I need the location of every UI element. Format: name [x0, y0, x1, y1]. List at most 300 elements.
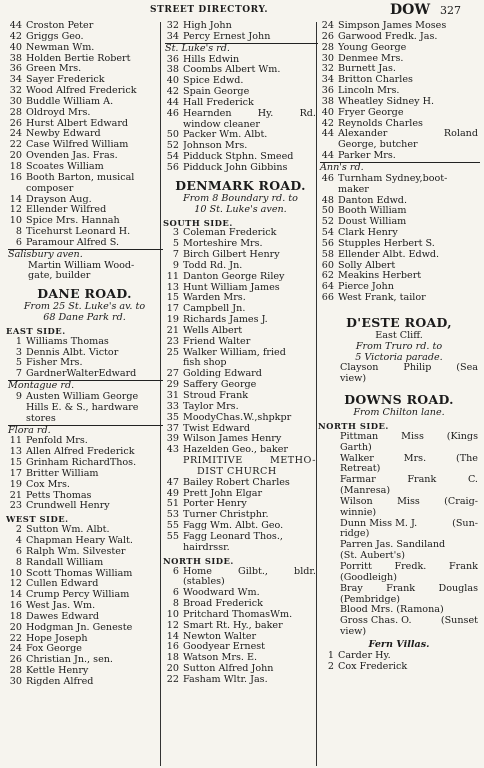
- street-extent: 5 Victoria parade.: [355, 351, 443, 363]
- directory-entry: [6, 601, 163, 612]
- resident-name: Burnett Jas.: [338, 64, 396, 75]
- resident-name: Hills Edwin: [183, 54, 240, 65]
- house-number: 40: [9, 41, 22, 53]
- street-extent: From 8 Boundary rd. to: [183, 192, 298, 204]
- resident-name: Ralph Wm. Silvester: [26, 546, 126, 557]
- resident-name: Kettle Henry: [26, 666, 89, 677]
- house-number: 1: [327, 649, 334, 661]
- resident-name: Ellender Albt. Edwd.: [338, 249, 440, 260]
- name-part: (Sunset: [440, 615, 478, 627]
- directory-entry: [318, 271, 480, 282]
- entry-continuation: (Goodleigh): [340, 571, 397, 583]
- house-number: 19: [9, 478, 22, 490]
- house-number: 36: [9, 63, 22, 75]
- name-part: (Sun-: [452, 517, 478, 529]
- house-number: 62: [321, 270, 334, 282]
- resident-name: Simpson James Moses: [338, 21, 447, 31]
- resident-name: Booth Barton, musical: [26, 172, 135, 183]
- resident-name: Spice Edwd.: [183, 76, 244, 87]
- resident-name: Pierce John: [338, 282, 394, 293]
- house-number: 38: [321, 95, 334, 107]
- resident-name: Fasham Wltr. Jas.: [183, 674, 268, 685]
- resident-name: Oldroyd Mrs.: [26, 107, 91, 118]
- directory-entry: [6, 238, 163, 249]
- directory-entry: [6, 108, 163, 119]
- resident-name: Cullen Edward: [26, 579, 99, 590]
- resident-name: Taylor Mrs.: [183, 401, 239, 412]
- house-number: 21: [9, 489, 22, 501]
- directory-entry: [6, 458, 163, 469]
- directory-entry: [6, 369, 163, 380]
- name-part: bldr.: [294, 566, 316, 577]
- column-3: [318, 21, 480, 672]
- directory-entry: [318, 196, 480, 207]
- resident-name: Campbell Jn.: [183, 304, 246, 315]
- house-number: 52: [166, 140, 179, 152]
- house-number: 25: [166, 346, 179, 358]
- resident-name: Smart Rt. Hy., baker: [183, 620, 283, 631]
- house-number: 11: [9, 435, 22, 447]
- name-part: (Craig-: [444, 495, 478, 507]
- directory-entry: [163, 326, 318, 337]
- name-part: Mrs.: [403, 452, 427, 464]
- house-number: 44: [321, 128, 334, 140]
- entry-continuation: (Manresa): [340, 485, 391, 497]
- house-number: 34: [321, 74, 334, 86]
- house-number: 64: [321, 281, 334, 293]
- house-number: 55: [166, 520, 179, 532]
- name-part: Frank: [386, 582, 416, 594]
- directory-entry: [6, 129, 163, 140]
- entry-continuation: maker: [338, 183, 369, 195]
- directory-entry: [318, 217, 480, 228]
- house-number: 9: [172, 259, 179, 271]
- house-number: 26: [9, 117, 22, 129]
- house-number: 54: [166, 151, 179, 163]
- house-number: 60: [321, 259, 334, 271]
- resident-name: Percy Ernest John: [183, 31, 271, 42]
- name-part: C.: [467, 474, 478, 486]
- directory-entry: [318, 43, 480, 54]
- resident-name: Britton Charles: [338, 75, 413, 86]
- resident-name: Bailey Robert Charles: [183, 477, 290, 488]
- resident-name: Lincoln Mrs.: [338, 86, 400, 97]
- entry-continuation: stores: [26, 412, 56, 424]
- house-number: 56: [166, 161, 179, 173]
- house-number: 40: [321, 106, 334, 118]
- resident-name: Drayson Aug.: [26, 194, 92, 205]
- house-number: 16: [9, 600, 22, 612]
- house-number: 66: [321, 292, 334, 304]
- resident-name: Fisher Mrs.: [26, 358, 83, 369]
- directory-entry: [6, 43, 163, 54]
- resident-name: Porter Henry: [183, 499, 247, 510]
- guide-word: DOW: [390, 2, 431, 18]
- name-part: Blood Mrs. (Ramona): [340, 604, 444, 616]
- name-part: PRIMITIVE: [183, 455, 243, 467]
- resident-name: Fryer George: [338, 107, 404, 118]
- resident-name: Newby Edward: [26, 129, 101, 140]
- house-number: 38: [166, 64, 179, 76]
- house-number: 26: [321, 30, 334, 42]
- street-extent: From Truro rd. to: [355, 340, 443, 352]
- directory-entry: [163, 293, 318, 304]
- directory-entry: [163, 499, 318, 510]
- directory-entry: [163, 675, 318, 686]
- directory-entry: [163, 250, 318, 261]
- house-number: 51: [166, 498, 179, 510]
- resident-name: Garwood Fredk. Jas.: [338, 31, 438, 42]
- house-number: 22: [9, 139, 22, 151]
- directory-entry: [318, 119, 480, 130]
- page-number: 327: [440, 4, 461, 17]
- directory-entry: [6, 644, 163, 655]
- directory-entry: [318, 32, 480, 43]
- resident-name: Holden Bertie Robert: [26, 53, 131, 64]
- house-number: 20: [9, 621, 22, 633]
- house-number: 3: [15, 346, 22, 358]
- directory-entry: [163, 664, 318, 675]
- directory-entry: [163, 141, 318, 152]
- resident-name: Todd Rd. Jn.: [183, 260, 243, 271]
- directory-entry: [6, 97, 163, 108]
- name-part: Rd.: [299, 108, 316, 119]
- directory-entry: [163, 109, 318, 120]
- resident-name: Warden Mrs.: [183, 293, 246, 304]
- resident-name: Stroud Frank: [183, 391, 249, 401]
- directory-entry: [163, 337, 318, 348]
- directory-entry: [318, 21, 480, 32]
- directory-entry: [6, 184, 163, 195]
- resident-name: Golding Edward: [183, 369, 262, 380]
- resident-name: Solly Albert: [338, 260, 396, 271]
- house-number: 40: [166, 75, 179, 87]
- house-number: 10: [9, 567, 22, 579]
- resident-name: Watson Mrs. E.: [183, 653, 258, 664]
- directory-entry: [6, 54, 163, 65]
- entry-continuation: Retreat): [340, 463, 381, 475]
- directory-entry: [163, 521, 318, 532]
- directory-entry: [163, 272, 318, 283]
- entry-continuation: George, butcher: [338, 139, 418, 151]
- resident-name: Christian Jn., sen.: [26, 655, 113, 666]
- house-number: 6: [172, 587, 179, 599]
- directory-entry: [6, 75, 163, 86]
- house-number: 50: [166, 129, 179, 141]
- resident-name: Danton Edwd.: [338, 195, 407, 206]
- resident-name: West Jas. Wm.: [26, 601, 96, 612]
- resident-name: Grinham RichardThos.: [26, 458, 137, 469]
- cross-street: Ann's rd.: [320, 162, 480, 174]
- house-number: 32: [321, 63, 334, 75]
- directory-entry: [318, 86, 480, 97]
- house-number: 3: [172, 227, 179, 239]
- name-part: Philip: [403, 362, 432, 374]
- side-label: NORTH SIDE.: [318, 421, 389, 431]
- directory-entry: [6, 547, 163, 558]
- house-number: 35: [166, 411, 179, 423]
- name-part: Wilson: [340, 495, 373, 507]
- side-label: SOUTH SIDE.: [163, 217, 233, 228]
- house-number: 16: [166, 641, 179, 653]
- resident-name: Williams Thomas: [26, 336, 109, 347]
- resident-name: Croston Peter: [26, 21, 94, 31]
- resident-name: [183, 109, 318, 120]
- resident-name: Hazelden Geo., baker: [183, 445, 288, 456]
- directory-entry: [6, 677, 163, 688]
- directory-entry: [6, 140, 163, 151]
- house-number: 13: [166, 281, 179, 293]
- directory-entry: [6, 579, 163, 590]
- column-2: [163, 21, 318, 686]
- house-number: 10: [166, 608, 179, 620]
- resident-name: Dennis Albt. Victor: [26, 347, 119, 358]
- cross-street: Montague rd.: [8, 380, 163, 392]
- directory-entry: [163, 599, 318, 610]
- house-number: 6: [15, 545, 22, 557]
- resident-name: Paramour Alfred S.: [26, 237, 120, 248]
- house-number: 23: [9, 500, 22, 512]
- directory-entry: [163, 76, 318, 87]
- house-number: 30: [321, 52, 334, 64]
- house-number: 20: [9, 150, 22, 162]
- house-number: 39: [166, 433, 179, 445]
- resident-name: Saffery George: [183, 380, 257, 391]
- directory-entry: [6, 227, 163, 238]
- directory-entry: [6, 480, 163, 491]
- directory-entry: [163, 642, 318, 653]
- entry-continuation: (stables): [183, 576, 225, 588]
- name-part: Frank: [407, 474, 437, 486]
- house-number: [6, 184, 22, 195]
- resident-name: Spain George: [183, 87, 250, 98]
- directory-entry: [163, 65, 318, 76]
- page-header: [0, 4, 484, 18]
- resident-name: Friend Walter: [183, 336, 251, 347]
- resident-name: Case Wilfred William: [26, 140, 129, 151]
- directory-entry: [6, 569, 163, 580]
- directory-entry: [163, 434, 318, 445]
- street-extent: From Chilton lane.: [353, 407, 445, 419]
- resident-name: Clark Henry: [338, 228, 398, 239]
- directory-entry: [318, 651, 480, 662]
- resident-name: Coombs Albert Wm.: [183, 65, 281, 76]
- cross-street: Salisbury aven.: [8, 249, 163, 261]
- name-part: (Kings: [446, 430, 478, 442]
- directory-entry: [163, 21, 318, 32]
- entry-continuation: view): [340, 626, 367, 638]
- resident-name: West Frank, tailor: [338, 293, 426, 304]
- house-number: 16: [9, 171, 22, 183]
- house-number: 44: [166, 96, 179, 108]
- directory-entry: [6, 558, 163, 569]
- house-number: 24: [9, 643, 22, 655]
- name-part: Farmar: [340, 474, 376, 486]
- entry-continuation: (St. Aubert's): [340, 550, 405, 562]
- resident-name: Green Mrs.: [26, 64, 82, 75]
- resident-name: Sayer Frederick: [26, 75, 105, 86]
- directory-entry: [163, 87, 318, 98]
- resident-name: Broad Frederick: [183, 599, 263, 610]
- resident-name: Hodgman Jn. Geneste: [26, 622, 133, 633]
- resident-name: Dawes Edward: [26, 611, 100, 622]
- name-part: Gross Chas. O.: [340, 615, 412, 627]
- name-part: Fredk.: [394, 560, 427, 572]
- name-part: Pittman: [340, 430, 379, 442]
- name-part: Miss: [401, 430, 424, 442]
- entry-continuation: (Pembridge): [340, 593, 401, 605]
- house-number: 47: [166, 476, 179, 488]
- directory-entry: [163, 478, 318, 489]
- house-number: 52: [321, 216, 334, 228]
- name-part: Home: [183, 566, 212, 577]
- house-number: 50: [321, 205, 334, 217]
- directory-entry: [6, 634, 163, 645]
- house-number: 10: [9, 215, 22, 227]
- name-part: (Sea: [456, 362, 478, 374]
- name-part: Dunn Miss M. J.: [340, 517, 418, 529]
- resident-name: Reynolds Charles: [338, 118, 423, 129]
- street-place: East Cliff.: [375, 329, 423, 341]
- directory-entry: [6, 666, 163, 677]
- entry-continuation: window cleaner: [183, 118, 260, 130]
- entry-continuation: view): [340, 373, 367, 385]
- house-number: 20: [166, 663, 179, 675]
- house-number: 42: [166, 86, 179, 98]
- directory-entry: [318, 662, 480, 673]
- directory-entry: [163, 358, 318, 369]
- name-part: (The: [455, 452, 478, 464]
- directory-entry: [163, 632, 318, 643]
- house-number: 34: [166, 30, 179, 42]
- house-number: 46: [321, 172, 334, 184]
- resident-name: Wilson James Henry: [183, 434, 282, 445]
- house-number: 54: [321, 227, 334, 239]
- directory-entry: [163, 424, 318, 435]
- house-number: 15: [166, 292, 179, 304]
- resident-name: Britter William: [26, 468, 99, 479]
- resident-name: Parker Mrs.: [338, 151, 396, 162]
- street-extent: 68 Dane Park rd.: [43, 312, 126, 324]
- side-label: EAST SIDE.: [6, 325, 66, 336]
- side-label: WEST SIDE.: [6, 514, 69, 525]
- house-number: 44: [9, 21, 22, 31]
- resident-name: Hope Joseph: [26, 633, 88, 644]
- directory-entry: [163, 348, 318, 359]
- house-number: 26: [9, 654, 22, 666]
- directory-entry: [6, 491, 163, 502]
- directory-entry: [6, 119, 163, 130]
- resident-name: Turner Christphr.: [183, 510, 269, 521]
- resident-name: Austen William George: [26, 392, 139, 402]
- directory-entry: [6, 195, 163, 206]
- house-number: 5: [172, 238, 179, 250]
- house-number: 37: [166, 422, 179, 434]
- house-number: 27: [166, 368, 179, 380]
- directory-entry: [6, 32, 163, 43]
- name-part: Bray: [340, 582, 363, 594]
- directory-entry: [318, 282, 480, 293]
- entry-continuation: Garth): [340, 441, 372, 453]
- resident-name: Young George: [338, 42, 407, 53]
- house-number: 43: [166, 444, 179, 456]
- house-number: 19: [166, 314, 179, 326]
- house-number: [163, 543, 179, 554]
- entry-text: Martin William Wood-: [28, 259, 135, 271]
- directory-entry: [318, 206, 480, 217]
- resident-name: Scoates William: [26, 161, 104, 172]
- house-number: 24: [9, 128, 22, 140]
- house-number: 7: [15, 368, 22, 380]
- house-number: 38: [9, 52, 22, 64]
- house-number: 48: [321, 194, 334, 206]
- entry-continuation: gate, builder: [28, 270, 91, 282]
- name-part: Hy.: [257, 108, 274, 119]
- house-number: 21: [166, 324, 179, 336]
- directory-entry: [163, 510, 318, 521]
- house-number: 12: [9, 578, 22, 590]
- street-heading: DOWNS ROAD.: [344, 392, 454, 408]
- directory-entry: [163, 653, 318, 664]
- directory-entry: [163, 163, 318, 174]
- house-number: 36: [166, 53, 179, 65]
- name-part: Miss: [397, 495, 420, 507]
- resident-name: High John: [183, 21, 232, 31]
- resident-name: Rigden Alfred: [26, 676, 94, 687]
- directory-entry: [6, 86, 163, 97]
- name-part: Alexander: [338, 129, 388, 140]
- house-number: 42: [9, 30, 22, 42]
- name-part: METHO-: [269, 455, 316, 467]
- house-number: 8: [15, 556, 22, 568]
- house-number: 12: [166, 619, 179, 631]
- directory-entry: [6, 590, 163, 601]
- house-number: 2: [15, 524, 22, 536]
- house-number: 12: [9, 204, 22, 216]
- resident-name: Petts Thomas: [26, 490, 92, 501]
- house-number: 28: [321, 41, 334, 53]
- resident-name: Denmee Mrs.: [338, 53, 404, 64]
- resident-name: Prett John Elgar: [183, 488, 263, 499]
- house-number: 14: [9, 589, 22, 601]
- directory-entry: [163, 130, 318, 141]
- resident-name: Griggs Geo.: [26, 31, 84, 42]
- house-number: 4: [15, 534, 22, 546]
- street-extent: 10 St. Luke's aven.: [194, 203, 287, 215]
- resident-name: Allen Alfred Frederick: [26, 447, 135, 458]
- directory-entry: [163, 283, 318, 294]
- directory-entry: [6, 655, 163, 666]
- house-number: 15: [9, 457, 22, 469]
- resident-name: Goodyear Ernest: [183, 642, 266, 653]
- street-extent: From 25 St. Luke's av. to: [23, 301, 146, 313]
- directory-entry: [163, 315, 318, 326]
- directory-entry: [6, 64, 163, 75]
- resident-name: hairdrssr.: [183, 542, 230, 553]
- directory-entry: [6, 173, 163, 184]
- directory-entry: [6, 501, 163, 512]
- street-heading: D'ESTE ROAD,: [346, 314, 452, 330]
- resident-name: MoodyChas.W.,shpkpr: [183, 412, 292, 423]
- directory-entry: [318, 151, 480, 162]
- resident-name: Buddle William A.: [26, 96, 114, 107]
- house-number: 14: [166, 630, 179, 642]
- house-number: 31: [166, 390, 179, 401]
- house-number: 32: [166, 21, 179, 31]
- resident-name: Randall William: [26, 557, 104, 568]
- resident-name: Ellender Wilfred: [26, 205, 107, 216]
- house-number: 55: [166, 530, 179, 542]
